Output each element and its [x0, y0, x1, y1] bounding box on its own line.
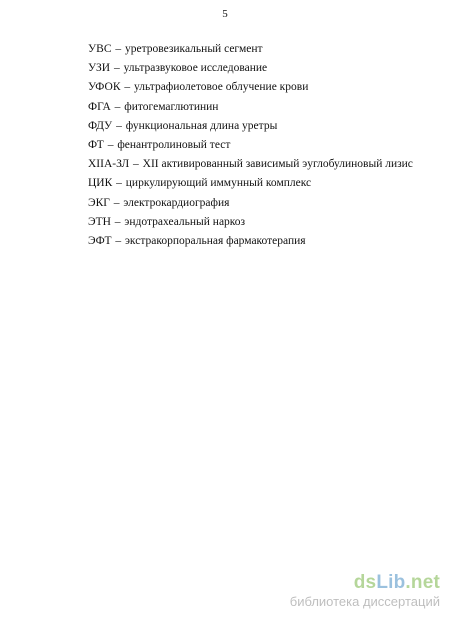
abbreviation-item	[88, 174, 428, 193]
abbreviation-term: УВС	[88, 43, 112, 55]
abbreviation-term: ЭКГ	[88, 196, 110, 209]
abbreviation-item	[88, 155, 428, 174]
abbreviation-term: УЗИ	[88, 62, 111, 75]
abbreviation-definition: функциональная длина уретры	[125, 119, 278, 132]
abbreviation-definition: электрокардиография	[123, 196, 230, 209]
abbreviation-item	[88, 213, 428, 232]
abbreviation-item	[88, 194, 428, 213]
watermark-logo-ds: ds	[353, 572, 377, 593]
abbreviation-list	[88, 40, 428, 251]
abbreviation-term: ФТ	[88, 138, 104, 151]
abbreviation-dash: –	[113, 196, 120, 209]
abbreviation-dash: –	[116, 177, 122, 190]
abbreviation-dash: –	[107, 138, 114, 151]
page-number: 5	[222, 8, 228, 20]
abbreviation-item	[88, 136, 428, 155]
abbreviation-dash: –	[115, 43, 122, 55]
abbreviation-dash: –	[116, 119, 122, 132]
abbreviation-term: УФОК	[88, 81, 121, 94]
watermark	[290, 572, 440, 609]
abbreviation-dash: –	[114, 215, 121, 228]
abbreviation-definition: циркулирующий иммунный комплекс	[125, 177, 312, 190]
abbreviation-definition: экстракорпоральная фармакотерапия	[124, 234, 306, 247]
abbreviation-item	[88, 59, 428, 78]
abbreviation-item	[88, 40, 428, 59]
abbreviation-item	[88, 98, 428, 117]
watermark-logo-lib: Lib	[376, 572, 406, 593]
abbreviation-dash: –	[124, 81, 131, 94]
abbreviation-term: ЭФТ	[88, 234, 112, 247]
abbreviation-term: ЦИК	[88, 177, 113, 190]
watermark-logo-net: .net	[405, 572, 440, 593]
watermark-tagline: библиотека диссертаций	[289, 594, 440, 609]
abbreviation-definition: эндотрахеальный наркоз	[124, 215, 246, 228]
abbreviation-term: ФГА	[88, 100, 111, 113]
abbreviation-dash: –	[115, 234, 122, 247]
abbreviation-term: XIIA-ЗЛ	[88, 158, 130, 171]
abbreviation-definition: ультразвуковое исследование	[123, 62, 268, 75]
abbreviation-definition: уретровезикальный сегмент	[124, 43, 263, 55]
abbreviation-dash: –	[133, 158, 139, 171]
abbreviation-definition: фитогемаглютинин	[124, 100, 219, 113]
watermark-logo	[290, 572, 440, 594]
abbreviation-term: ФДУ	[88, 119, 113, 132]
abbreviation-definition: XII активированный зависимый эуглобулиновый лизис	[142, 158, 413, 171]
abbreviation-item	[88, 117, 428, 136]
abbreviation-definition: фенантролиновый тест	[117, 138, 231, 151]
abbreviation-dash: –	[114, 100, 121, 113]
abbreviation-item	[88, 232, 428, 251]
abbreviation-definition: ультрафиолетовое облучение крови	[134, 81, 309, 94]
abbreviation-dash: –	[113, 62, 120, 75]
abbreviation-item	[88, 78, 428, 97]
abbreviation-term: ЭТН	[88, 215, 111, 228]
